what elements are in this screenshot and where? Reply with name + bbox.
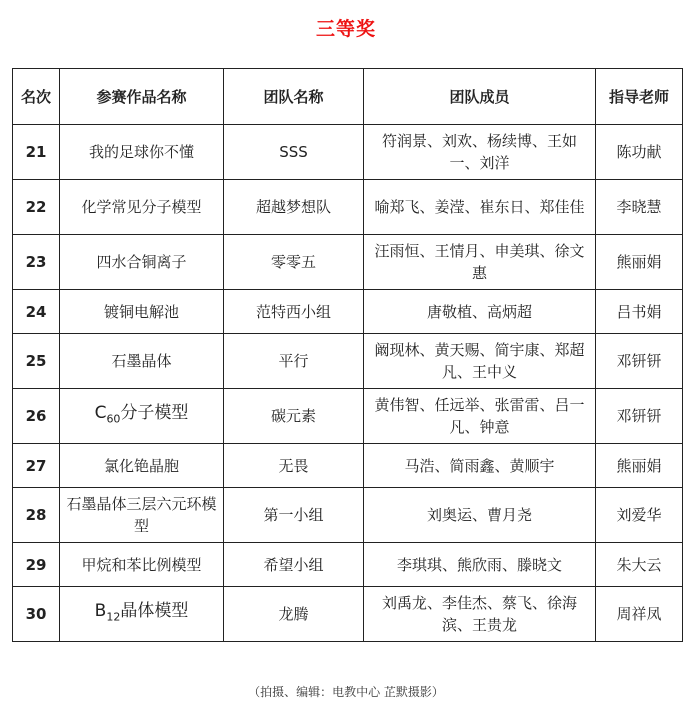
formula-subscript: 12 xyxy=(106,610,121,624)
formula-c60 xyxy=(94,402,189,426)
team-cell: 无畏 xyxy=(224,444,364,488)
members-cell: 唐敬植、高炳超 xyxy=(364,290,596,334)
header-work: 参赛作品名称 xyxy=(60,69,224,125)
formula-suffix: 分子模型 xyxy=(120,402,189,423)
team-cell: 碳元素 xyxy=(224,389,364,444)
work-cell: 化学常见分子模型 xyxy=(60,180,224,235)
header-advisor: 指导老师 xyxy=(596,69,683,125)
table-row xyxy=(13,235,683,290)
table-row xyxy=(13,125,683,180)
team-cell: 第一小组 xyxy=(224,488,364,543)
advisor-cell: 吕书娟 xyxy=(596,290,683,334)
team-cell: 范特西小组 xyxy=(224,290,364,334)
work-cell: 我的足球你不懂 xyxy=(60,125,224,180)
work-cell: 氯化铯晶胞 xyxy=(60,444,224,488)
work-cell: 四水合铜离子 xyxy=(60,235,224,290)
members-cell: 喻郑飞、姜滢、崔东日、郑佳佳 xyxy=(364,180,596,235)
formula-element: C xyxy=(94,402,107,423)
team-cell: SSS xyxy=(224,125,364,180)
rank-cell: 21 xyxy=(13,125,60,180)
members-cell: 阚现林、黄天赐、简宇康、郑超凡、王中义 xyxy=(364,334,596,389)
table-row xyxy=(13,543,683,587)
work-cell: 镀铜电解池 xyxy=(60,290,224,334)
members-cell: 黄伟智、任远举、张雷雷、吕一凡、钟意 xyxy=(364,389,596,444)
rank-cell: 25 xyxy=(13,334,60,389)
formula-b12 xyxy=(94,600,189,624)
table-row xyxy=(13,488,683,543)
work-cell: 甲烷和苯比例模型 xyxy=(60,543,224,587)
table-row xyxy=(13,587,683,642)
advisor-cell: 邓钘钘 xyxy=(596,389,683,444)
table-row xyxy=(13,290,683,334)
members-cell: 马浩、简雨鑫、黄顺宇 xyxy=(364,444,596,488)
formula-subscript: 60 xyxy=(106,412,121,426)
page-title: 三等奖 xyxy=(315,18,376,40)
advisor-cell: 周祥凤 xyxy=(596,587,683,642)
work-cell xyxy=(60,587,224,642)
header-team: 团队名称 xyxy=(224,69,364,125)
advisor-cell: 朱大云 xyxy=(596,543,683,587)
formula-suffix: 晶体模型 xyxy=(120,600,189,621)
table-row xyxy=(13,180,683,235)
advisor-cell: 邓钘钘 xyxy=(596,334,683,389)
table-row xyxy=(13,389,683,444)
rank-cell: 23 xyxy=(13,235,60,290)
advisor-cell: 李晓慧 xyxy=(596,180,683,235)
rank-cell: 28 xyxy=(13,488,60,543)
table-row xyxy=(13,334,683,389)
rank-cell: 24 xyxy=(13,290,60,334)
rank-cell: 22 xyxy=(13,180,60,235)
members-cell: 汪雨恒、王情月、申美琪、徐文惠 xyxy=(364,235,596,290)
rank-cell: 27 xyxy=(13,444,60,488)
team-cell: 零零五 xyxy=(224,235,364,290)
work-cell xyxy=(60,389,224,444)
award-table xyxy=(12,68,683,642)
members-cell: 符润景、刘欢、杨续博、王如一、刘洋 xyxy=(364,125,596,180)
members-cell: 刘禹龙、李佳杰、蔡飞、徐海滨、王贵龙 xyxy=(364,587,596,642)
team-cell: 龙腾 xyxy=(224,587,364,642)
table-row xyxy=(13,444,683,488)
members-cell: 刘奥运、曹月尧 xyxy=(364,488,596,543)
table-header-row xyxy=(13,69,683,125)
members-cell: 李琪琪、熊欣雨、滕晓文 xyxy=(364,543,596,587)
work-cell: 石墨晶体三层六元环模型 xyxy=(60,488,224,543)
team-cell: 超越梦想队 xyxy=(224,180,364,235)
rank-cell: 30 xyxy=(13,587,60,642)
advisor-cell: 熊丽娟 xyxy=(596,235,683,290)
work-cell: 石墨晶体 xyxy=(60,334,224,389)
team-cell: 平行 xyxy=(224,334,364,389)
advisor-cell: 陈功献 xyxy=(596,125,683,180)
rank-cell: 26 xyxy=(13,389,60,444)
rank-cell: 29 xyxy=(13,543,60,587)
header-members: 团队成员 xyxy=(364,69,596,125)
advisor-cell: 刘爱华 xyxy=(596,488,683,543)
formula-element: B xyxy=(94,600,107,621)
photo-credit-caption: （拍摄、编辑：电教中心 芷默摄影） xyxy=(248,685,444,699)
team-cell: 希望小组 xyxy=(224,543,364,587)
header-rank: 名次 xyxy=(13,69,60,125)
advisor-cell: 熊丽娟 xyxy=(596,444,683,488)
